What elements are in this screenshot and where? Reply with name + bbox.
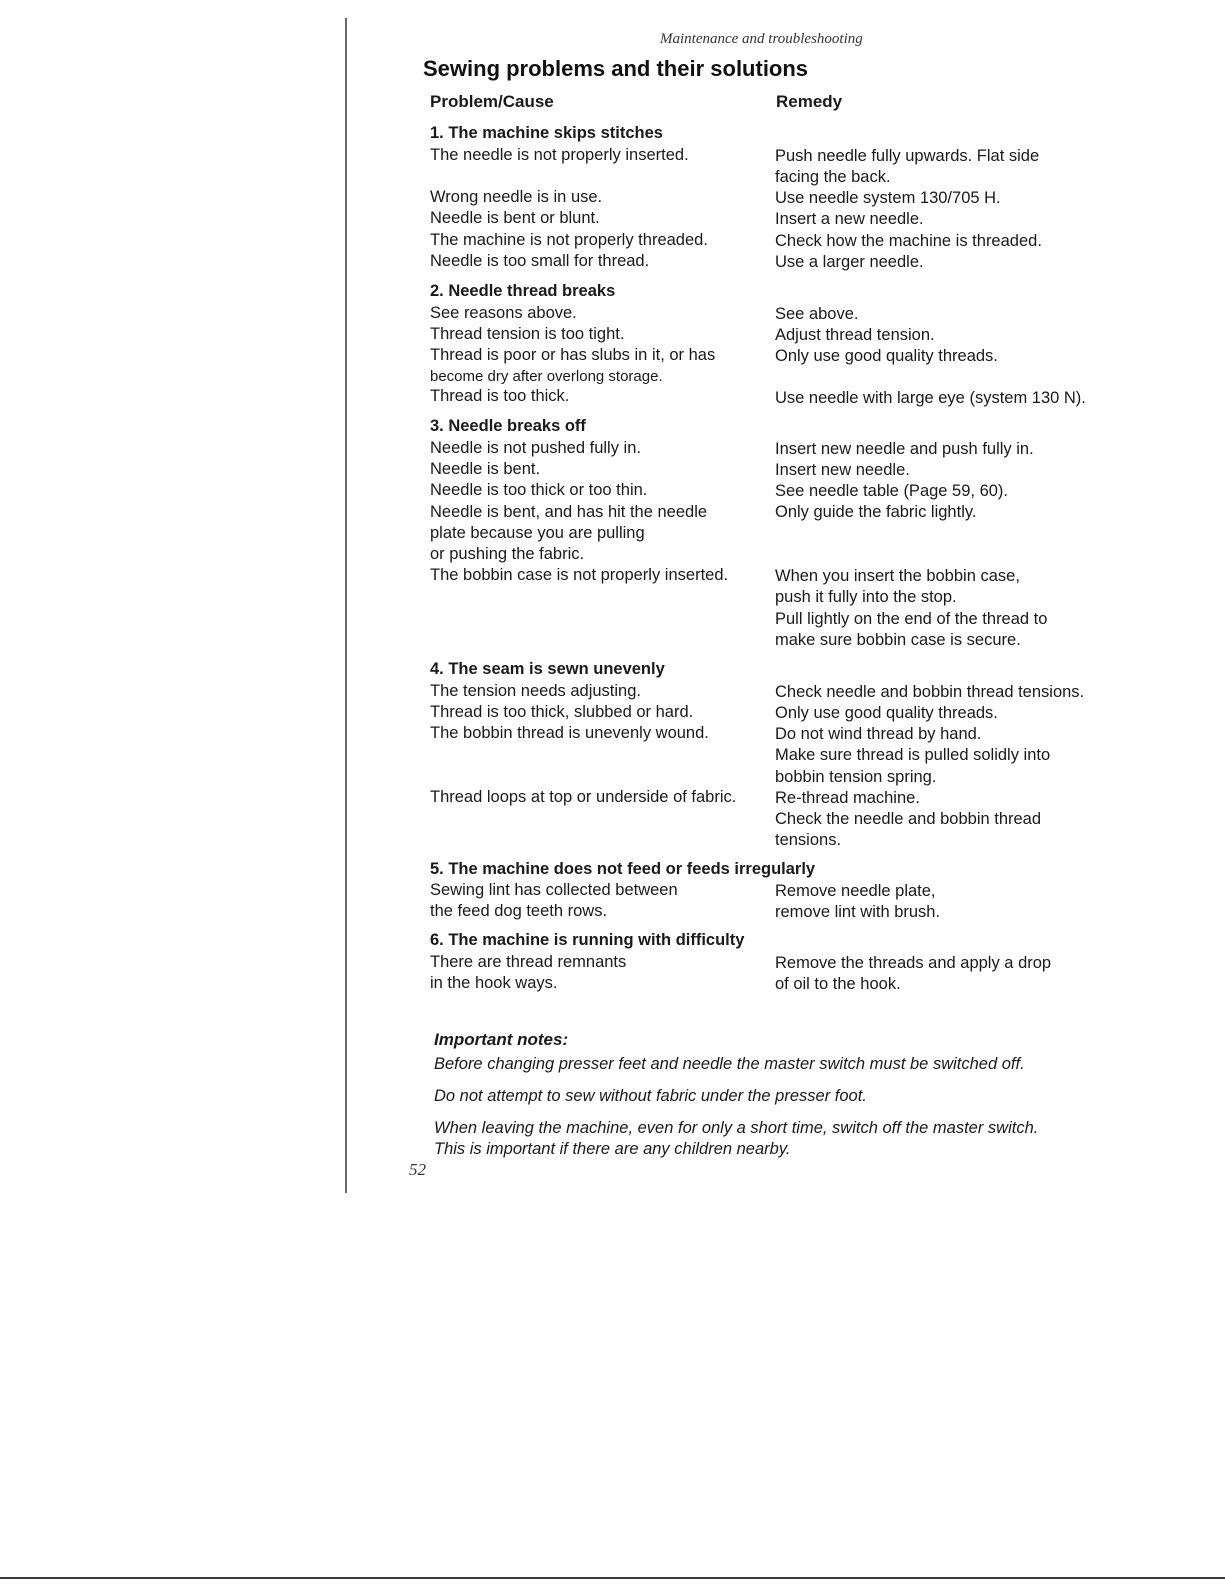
remedy-line: Use needle system 130/705 H.	[775, 189, 1001, 207]
remedy-line: Only use good quality threads.	[775, 347, 998, 365]
section-heading-seam-uneven: 4. The seam is sewn unevenly	[430, 660, 665, 678]
remedy-line: Push needle fully upwards. Flat side	[775, 147, 1040, 165]
remedy-line: tensions.	[775, 831, 842, 849]
cause-line: See reasons above.	[430, 304, 577, 322]
cause-line: Needle is not pushed fully in.	[430, 439, 641, 457]
cause-line: The machine is not properly threaded.	[430, 231, 708, 249]
remedy-line: Use needle with large eye (system 130 N).	[775, 389, 1086, 407]
cause-line: in the hook ways.	[430, 974, 558, 992]
remedy-line: facing the back.	[775, 168, 891, 186]
cause-line: Wrong needle is in use.	[430, 188, 603, 206]
cause-line: or pushing the fabric.	[430, 545, 585, 563]
cause-line: Needle is bent.	[430, 460, 541, 478]
remedy-line: of oil to the hook.	[775, 975, 901, 993]
remedy-line: push it fully into the stop.	[775, 588, 957, 606]
scan-bottom-edge	[0, 1577, 1225, 1579]
remedy-line: Insert new needle and push fully in.	[775, 440, 1034, 458]
remedy-column-heading: Remedy	[776, 92, 843, 111]
remedy-line: Make sure thread is pulled solidly into	[775, 746, 1051, 764]
remedy-line: Check how the machine is threaded.	[775, 232, 1042, 250]
remedy-line: Re-thread machine.	[775, 789, 920, 807]
cause-line: Needle is bent or blunt.	[430, 209, 600, 227]
cause-line: become dry after overlong storage.	[430, 368, 663, 385]
remedy-line: make sure bobbin case is secure.	[775, 631, 1021, 649]
cause-line: Needle is too thick or too thin.	[430, 481, 648, 499]
cause-line: Thread loops at top or underside of fabric.	[430, 788, 737, 806]
cause-line: the feed dog teeth rows.	[430, 902, 608, 920]
remedy-line: Insert a new needle.	[775, 210, 924, 228]
note-line: When leaving the machine, even for only a short time, switch off the master switch.	[434, 1119, 1039, 1137]
cause-line: Needle is too small for thread.	[430, 252, 650, 270]
cause-line: Thread is too thick, slubbed or hard.	[430, 703, 694, 721]
remedy-line: Remove the threads and apply a drop	[775, 954, 1052, 972]
cause-line: Thread is poor or has slubs in it, or has	[430, 346, 716, 364]
running-header: Maintenance and troubleshooting	[660, 31, 863, 47]
remedy-line: bobbin tension spring.	[775, 768, 937, 786]
note-line: Before changing presser feet and needle the master switch must be switched off.	[434, 1055, 1025, 1073]
remedy-line: When you insert the bobbin case,	[775, 567, 1020, 585]
section-heading-feed-irregular: 5. The machine does not feed or feeds irregularly	[430, 860, 816, 878]
note-line: Do not attempt to sew without fabric under the presser foot.	[434, 1087, 867, 1105]
section-heading-needle-breaks: 3. Needle breaks off	[430, 417, 586, 435]
cause-line: There are thread remnants	[430, 953, 627, 971]
problem-column-heading: Problem/Cause	[430, 92, 554, 111]
remedy-line: Only guide the fabric lightly.	[775, 503, 977, 521]
important-notes-title: Important notes:	[434, 1030, 569, 1049]
remedy-line: Adjust thread tension.	[775, 326, 935, 344]
cause-line: The bobbin thread is unevenly wound.	[430, 724, 709, 742]
remedy-line: remove lint with brush.	[775, 903, 941, 921]
cause-line: The tension needs adjusting.	[430, 682, 641, 700]
note-line: This is important if there are any children nearby.	[434, 1140, 791, 1158]
remedy-line: See above.	[775, 305, 859, 323]
cause-line: plate because you are pulling	[430, 524, 645, 542]
remedy-line: Do not wind thread by hand.	[775, 725, 982, 743]
section-heading-thread-breaks: 2. Needle thread breaks	[430, 282, 616, 300]
page-number: 52	[409, 1160, 426, 1179]
binding-edge-line	[345, 18, 347, 1193]
cause-line: Sewing lint has collected between	[430, 881, 678, 899]
remedy-line: See needle table (Page 59, 60).	[775, 482, 1009, 500]
remedy-line: Check the needle and bobbin thread	[775, 810, 1042, 828]
remedy-line: Check needle and bobbin thread tensions.	[775, 683, 1085, 701]
cause-line: Thread is too thick.	[430, 387, 570, 405]
remedy-line: Remove needle plate,	[775, 882, 936, 900]
cause-line: Needle is bent, and has hit the needle	[430, 503, 708, 521]
remedy-line: Pull lightly on the end of the thread to	[775, 610, 1048, 628]
remedy-line: Use a larger needle.	[775, 253, 924, 271]
remedy-line: Insert new needle.	[775, 461, 910, 479]
remedy-line: Only use good quality threads.	[775, 704, 998, 722]
cause-line: The bobbin case is not properly inserted.	[430, 566, 729, 584]
page-title: Sewing problems and their solutions	[423, 56, 809, 81]
cause-line: Thread tension is too tight.	[430, 325, 625, 343]
section-heading-skips-stitches: 1. The machine skips stitches	[430, 124, 663, 142]
cause-line: The needle is not properly inserted.	[430, 146, 689, 164]
section-heading-running-difficulty: 6. The machine is running with difficulty	[430, 931, 745, 949]
